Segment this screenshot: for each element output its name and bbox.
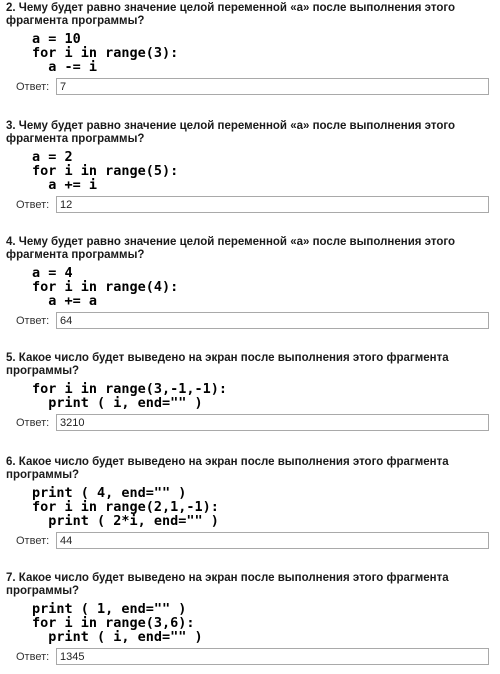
answer-label: Ответ: <box>16 198 50 211</box>
question-7 <box>6 572 494 665</box>
answer-row <box>6 78 494 95</box>
code-snippet: a = 2 for i in range(5): a += i <box>32 149 179 193</box>
question-4 <box>6 236 494 329</box>
question-title: 3. Чему будет равно значение целой переменной «a» после выполнения этого фрагмента программы? <box>6 120 456 145</box>
answer-label: Ответ: <box>16 314 50 327</box>
answer-input[interactable] <box>56 532 489 549</box>
question-title: 6. Какое число будет выведено на экран после выполнения этого фрагмента программы? <box>6 456 449 481</box>
answer-label: Ответ: <box>16 416 50 429</box>
answer-input[interactable] <box>56 78 489 95</box>
answer-input[interactable] <box>56 196 489 213</box>
code-snippet: print ( 4, end="" ) for i in range(2,1,-1): print ( 2*i, end="" ) <box>32 485 219 529</box>
question-title: 7. Какое число будет выведено на экран после выполнения этого фрагмента программы? <box>6 572 449 597</box>
answer-row <box>6 532 494 549</box>
question-5 <box>6 352 494 431</box>
answer-row <box>6 648 494 665</box>
answer-label: Ответ: <box>16 650 50 663</box>
answer-input[interactable] <box>56 648 489 665</box>
question-6 <box>6 456 494 549</box>
code-snippet: a = 4 for i in range(4): a += a <box>32 265 179 309</box>
code-snippet: for i in range(3,-1,-1): print ( i, end="" ) <box>32 381 228 411</box>
answer-input[interactable] <box>56 312 489 329</box>
question-3 <box>6 120 494 213</box>
answer-row <box>6 414 494 431</box>
question-title: 5. Какое число будет выведено на экран после выполнения этого фрагмента программы? <box>6 352 449 377</box>
question-title: 4. Чему будет равно значение целой переменной «a» после выполнения этого фрагмента программы? <box>6 236 456 261</box>
question-2 <box>6 2 494 95</box>
question-title: 2. Чему будет равно значение целой переменной «a» после выполнения этого фрагмента программы? <box>6 2 456 27</box>
answer-input[interactable] <box>56 414 489 431</box>
answer-label: Ответ: <box>16 80 50 93</box>
answer-label: Ответ: <box>16 534 50 547</box>
answer-row <box>6 196 494 213</box>
code-snippet: print ( 1, end="" ) for i in range(3,6): print ( i, end="" ) <box>32 601 203 645</box>
code-snippet: a = 10 for i in range(3): a -= i <box>32 31 179 75</box>
answer-row <box>6 312 494 329</box>
